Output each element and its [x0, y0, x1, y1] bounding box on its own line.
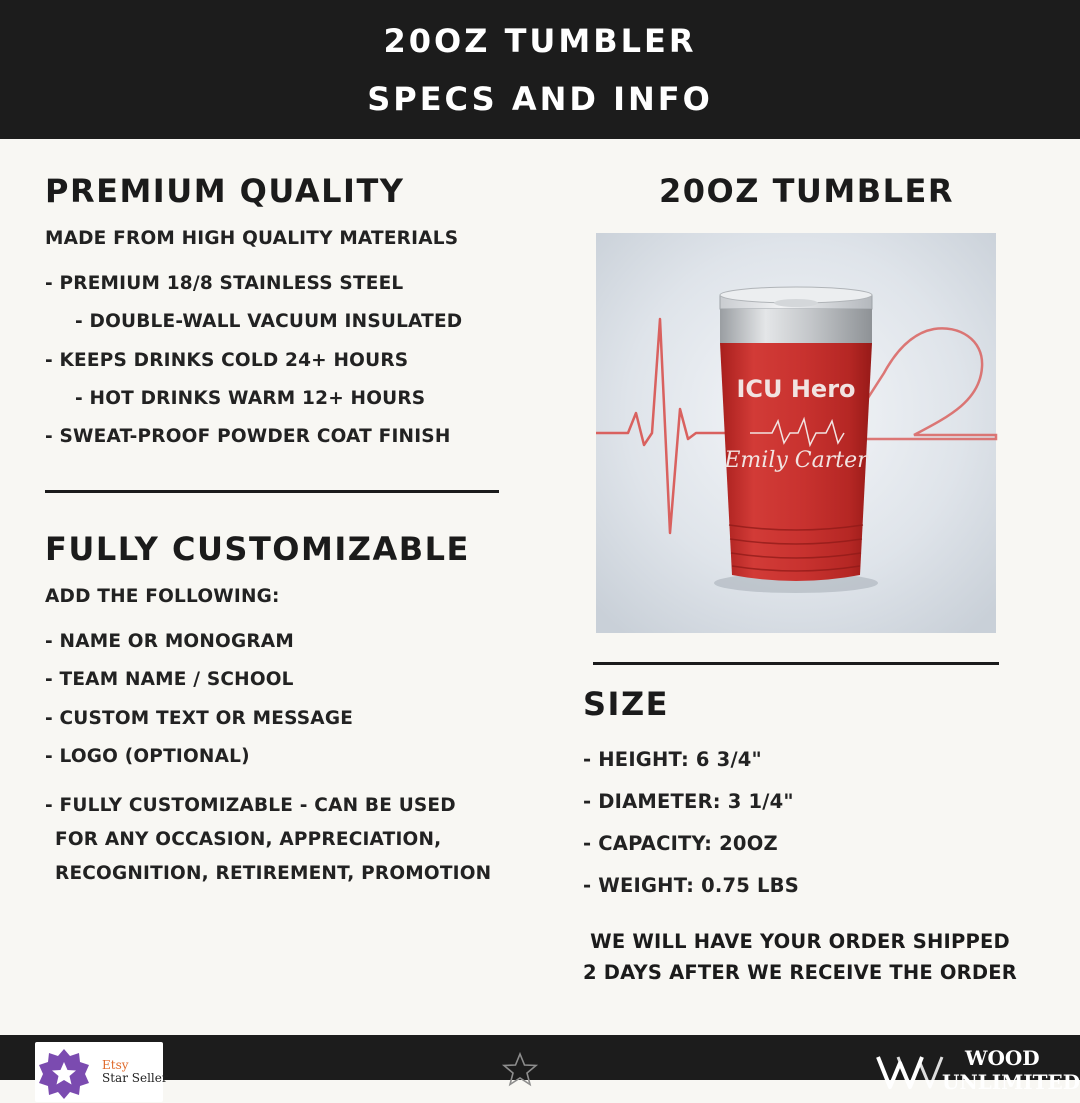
premium-quality-heading: PREMIUM QUALITY	[45, 172, 405, 210]
custom-item: - LOGO (OPTIONAL)	[45, 746, 250, 767]
star-seller-medal-icon	[38, 1048, 90, 1100]
shipping-line-2: 2 DAYS AFTER WE RECEIVE THE ORDER	[582, 961, 1018, 984]
custom-item: - CUSTOM TEXT OR MESSAGE	[45, 708, 354, 729]
engraving-line-1: ICU Hero	[736, 375, 856, 403]
quality-item: - SWEAT-PROOF POWDER COAT FINISH	[45, 426, 451, 447]
custom-note-line: RECOGNITION, RETIREMENT, PROMOTION	[55, 863, 492, 884]
etsy-star-seller-badge	[35, 1042, 168, 1102]
size-item-height: - HEIGHT: 6 3/4"	[583, 748, 762, 771]
product-photo	[596, 233, 996, 633]
custom-note-line: FOR ANY OCCASION, APPRECIATION,	[55, 829, 442, 850]
badge-line-2: Star Seller	[102, 1071, 168, 1085]
header-title-line-1: 20OZ TUMBLER	[383, 21, 697, 60]
header-title-line-2: SPECS AND INFO	[367, 79, 713, 118]
custom-item: - TEAM NAME / SCHOOL	[45, 669, 294, 690]
left-divider	[45, 490, 499, 493]
quality-item: - KEEPS DRINKS COLD 24+ HOURS	[45, 350, 409, 371]
star-icon	[501, 1051, 539, 1089]
size-item-weight: - WEIGHT: 0.75 LBS	[583, 874, 799, 897]
engraving-line-2: Emily Carter	[724, 448, 868, 473]
size-item-diameter: - DIAMETER: 3 1/4"	[583, 790, 794, 813]
custom-item: - NAME OR MONOGRAM	[45, 631, 294, 652]
brand-logo	[876, 1043, 1080, 1103]
quality-item: - HOT DRINKS WARM 12+ HOURS	[75, 388, 426, 409]
customizable-subtitle: ADD THE FOLLOWING:	[45, 586, 280, 607]
brand-logo-line-2: UNLIMITED	[942, 1070, 1080, 1094]
page-footer	[0, 1035, 1080, 1094]
product-heading: 20OZ TUMBLER	[659, 172, 955, 210]
brand-logo-line-1: WOOD	[965, 1046, 1040, 1070]
size-heading: SIZE	[583, 685, 670, 723]
shipping-line-1: WE WILL HAVE YOUR ORDER SHIPPED	[590, 930, 1010, 953]
right-divider	[593, 662, 999, 665]
page-header	[0, 0, 1080, 139]
premium-quality-subtitle: MADE FROM HIGH QUALITY MATERIALS	[45, 228, 459, 249]
size-item-capacity: - CAPACITY: 20OZ	[583, 832, 778, 855]
custom-note-line: - FULLY CUSTOMIZABLE - CAN BE USED	[45, 795, 456, 816]
customizable-heading: FULLY CUSTOMIZABLE	[45, 530, 470, 568]
quality-item: - PREMIUM 18/8 STAINLESS STEEL	[45, 273, 404, 294]
brand-monogram-icon	[876, 1043, 946, 1093]
badge-line-1: Etsy	[102, 1058, 129, 1072]
quality-item: - DOUBLE-WALL VACUUM INSULATED	[75, 311, 463, 332]
tumbler-illustration	[596, 233, 996, 633]
